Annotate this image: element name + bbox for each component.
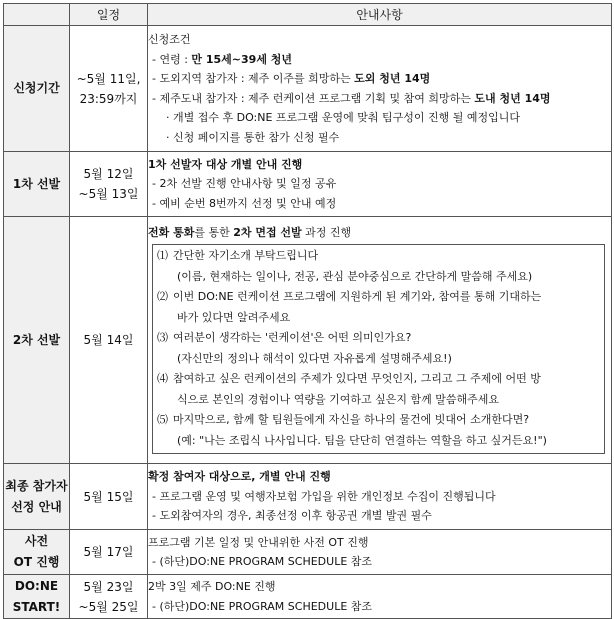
schedule-start-line2: ~5월 25일: [78, 599, 139, 614]
final-line1: - 프로그램 운영 및 여행자보험 가입을 위한 개인정보 수집이 진행됩니다: [152, 489, 496, 503]
apply-outside-label: - 도외지역 참가자 : 제주 이주를 희망하는: [152, 72, 355, 85]
schedule-first: [70, 152, 148, 217]
second-intro-b: 를 통한: [194, 225, 234, 239]
row-second: [4, 217, 612, 464]
second-intro: [148, 223, 609, 243]
schedule-ot: 5월 17일: [70, 530, 148, 575]
start-line1: - (하단)DO:NE PROGRAM SCHEDULE 참조: [152, 599, 373, 613]
schedule-second: 5월 14일: [70, 217, 148, 464]
apply-inside-value: 도내 청년 14명: [474, 91, 551, 105]
period-apply: 신청기간: [4, 26, 70, 152]
first-title: 1차 선발자 대상 개별 안내 진행: [148, 157, 303, 171]
row-ot: [4, 530, 612, 575]
question-4-text: 참여하고 싶은 런케이션의 주제가 있다면 무엇인지, 그리고 그 주제에 어떤 방: [173, 372, 541, 386]
apply-outside-value: 도외 청년 14명: [354, 72, 431, 85]
period-second: 2차 선발: [4, 217, 70, 464]
question-2-sub: 바가 있다면 알려주세요: [177, 310, 291, 324]
period-ot: [4, 530, 70, 575]
header-period: [4, 4, 70, 26]
second-intro-c: 2차 면접 선발: [233, 225, 302, 239]
second-intro-a: 전화 통화: [148, 225, 195, 239]
schedule-table: [3, 3, 612, 619]
info-apply: [148, 26, 612, 152]
info-final: [148, 464, 612, 530]
apply-note2: · 신청 페이지를 통한 참가 신청 필수: [166, 130, 340, 144]
apply-age: [148, 50, 611, 70]
question-1-sub: (이름, 현재하는 일이나, 전공, 관심 분야중심으로 간단하게 말씀해 주세요): [177, 269, 533, 283]
ot-title: 프로그램 기본 일정 및 안내위한 사전 OT 진행: [148, 535, 369, 549]
header-schedule: 일정: [70, 4, 148, 26]
start-title: 2박 3일 제주 DO:NE 진행: [148, 580, 276, 593]
schedule-start-line1: 5월 23일: [83, 579, 134, 594]
period-start-line2: START!: [12, 599, 61, 614]
first-line2: - 예비 순번 8번까지 선정 및 안내 예정: [152, 196, 337, 210]
schedule-apply: [70, 26, 148, 152]
schedule-start: [70, 575, 148, 619]
period-final: [4, 464, 70, 530]
row-start: [4, 575, 612, 619]
period-final-line1: 최종 참가자: [5, 478, 68, 493]
period-ot-line1: 사전: [24, 534, 49, 548]
period-first: 1차 선발: [4, 152, 70, 217]
question-1-text: 간단한 자기소개 부탁드립니다: [173, 249, 319, 263]
question-1-num: ⑴: [157, 249, 168, 263]
final-line2: - 도외참여자의 경우, 최종선정 이후 항공권 개별 발권 필수: [152, 509, 432, 523]
question-2-text: 이번 DO:NE 런케이션 프로그램에 지원하게 된 계기와, 참여를 통해 기대하는: [173, 290, 542, 304]
row-apply: [4, 26, 612, 152]
question-5: [157, 410, 600, 431]
header-row: [4, 4, 612, 26]
ot-line1: - (하단)DO:NE PROGRAM SCHEDULE 참조: [152, 555, 373, 568]
question-4-sub: 식으로 본인의 경험이나 역량을 기여하고 싶은지 함께 말씀해주세요: [177, 392, 500, 406]
question-3-text: 여러분이 생각하는 '런케이션'은 어떤 의미인가요?: [173, 331, 412, 345]
period-start-line1: DO:NE: [14, 578, 59, 593]
apply-note1: · 개별 접수 후 DO:NE 프로그램 운영에 맞춰 팀구성이 진행 될 예정입니다: [166, 111, 521, 124]
question-3: [157, 328, 600, 349]
question-5-text: 마지막으로, 함께 할 팀원들에게 자신을 하나의 물건에 빗대어 소개한다면?: [173, 413, 530, 427]
info-first: [148, 152, 612, 217]
info-start: [148, 575, 612, 619]
period-ot-line2: OT 진행: [13, 555, 60, 569]
schedule-apply-line2: 23:59까지: [79, 91, 138, 106]
final-title: 확정 참여자 대상으로, 개별 안내 진행: [148, 470, 331, 484]
row-first: [4, 152, 612, 217]
second-intro-d: 과정 진행: [301, 225, 352, 239]
period-start: [4, 575, 70, 619]
question-4: [157, 369, 600, 390]
apply-inside-label: - 제주도내 참가자 : 제주 런케이션 프로그램 기획 및 참여 희망하는: [152, 91, 475, 105]
question-3-sub: (자신만의 정의나 해석이 있다면 자유롭게 설명해주세요!): [177, 351, 452, 365]
apply-age-label: - 연령 :: [152, 52, 192, 66]
question-5-num: ⑸: [157, 413, 168, 427]
interview-questions-box: [152, 244, 605, 454]
info-ot: [148, 530, 612, 575]
row-final: [4, 464, 612, 530]
info-second: [148, 217, 612, 464]
apply-outside: [148, 69, 611, 89]
schedule-apply-line1: ~5월 11일,: [76, 71, 141, 86]
apply-inside: [148, 89, 611, 109]
question-2: [157, 287, 600, 308]
schedule-first-line2: ~5월 13일: [78, 187, 139, 201]
question-2-num: ⑵: [157, 290, 168, 304]
question-5-sub: (예: "나는 조립식 나사입니다. 팀을 단단히 연결하는 역할을 하고 싶거든요!"): [177, 433, 547, 447]
schedule-final: 5월 15일: [70, 464, 148, 530]
apply-title: 신청조건: [148, 33, 191, 46]
header-info: 안내사항: [148, 4, 612, 26]
period-final-line2: 선정 안내: [11, 499, 62, 514]
question-3-num: ⑶: [157, 331, 168, 345]
question-4-num: ⑷: [157, 372, 168, 386]
question-1: [157, 246, 600, 267]
apply-age-value: 만 15세~39세 청년: [191, 52, 293, 66]
first-line1: - 2차 선발 진행 안내사항 및 일정 공유: [152, 177, 337, 191]
schedule-first-line1: 5월 12일: [83, 167, 134, 181]
